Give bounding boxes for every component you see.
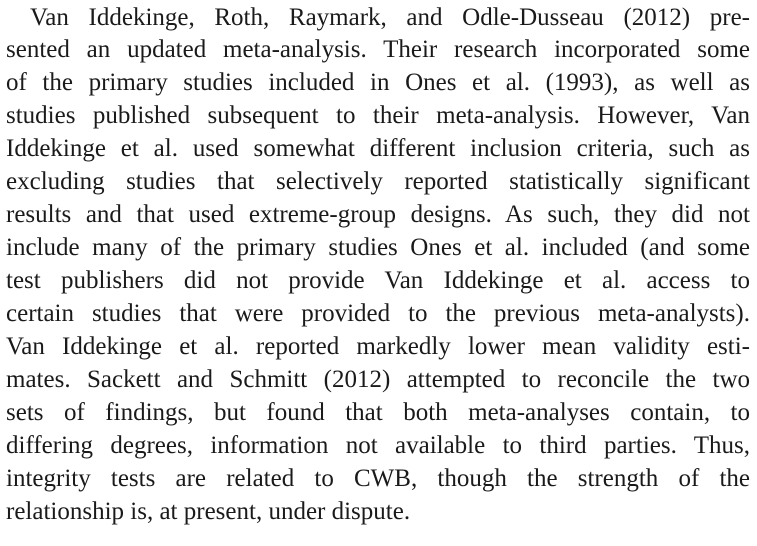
- paragraph-line-14: differing degrees, information not available to third parties. Thus,: [6, 432, 750, 459]
- paragraph-line-3: of the primary studies included in Ones et al. (1993), as well as: [6, 69, 750, 96]
- paragraph-line-7: results and that used extreme-group designs. As such, they did not: [6, 201, 750, 228]
- paragraph-line-1: Van Iddekinge, Roth, Raymark, and Odle-Dusseau (2012) pre-: [30, 4, 750, 31]
- paragraph-line-15: integrity tests are related to CWB, though the strength of the: [6, 465, 750, 492]
- paragraph-line-11: Van Iddekinge et al. reported markedly lower mean validity esti-: [6, 333, 750, 360]
- paragraph-line-9: test publishers did not provide Van Iddekinge et al. access to: [6, 267, 750, 294]
- paragraph-line-16: relationship is, at present, under dispute.: [6, 498, 411, 525]
- paragraph-line-13: sets of findings, but found that both meta-analyses contain, to: [6, 399, 750, 426]
- paragraph-line-6: excluding studies that selectively reported statistically significant: [6, 168, 750, 195]
- paragraph-line-2: sented an updated meta-analysis. Their research incorporated some: [6, 36, 750, 63]
- paragraph-line-5: Iddekinge et al. used somewhat different inclusion criteria, such as: [6, 135, 750, 162]
- paragraph-line-12: mates. Sackett and Schmitt (2012) attempted to reconcile the two: [6, 366, 750, 393]
- paragraph-line-4: studies published subsequent to their meta-analysis. However, Van: [6, 102, 750, 129]
- paragraph-line-8: include many of the primary studies Ones et al. included (and some: [6, 234, 750, 261]
- paragraph-line-10: certain studies that were provided to the previous meta-analysts).: [6, 300, 750, 327]
